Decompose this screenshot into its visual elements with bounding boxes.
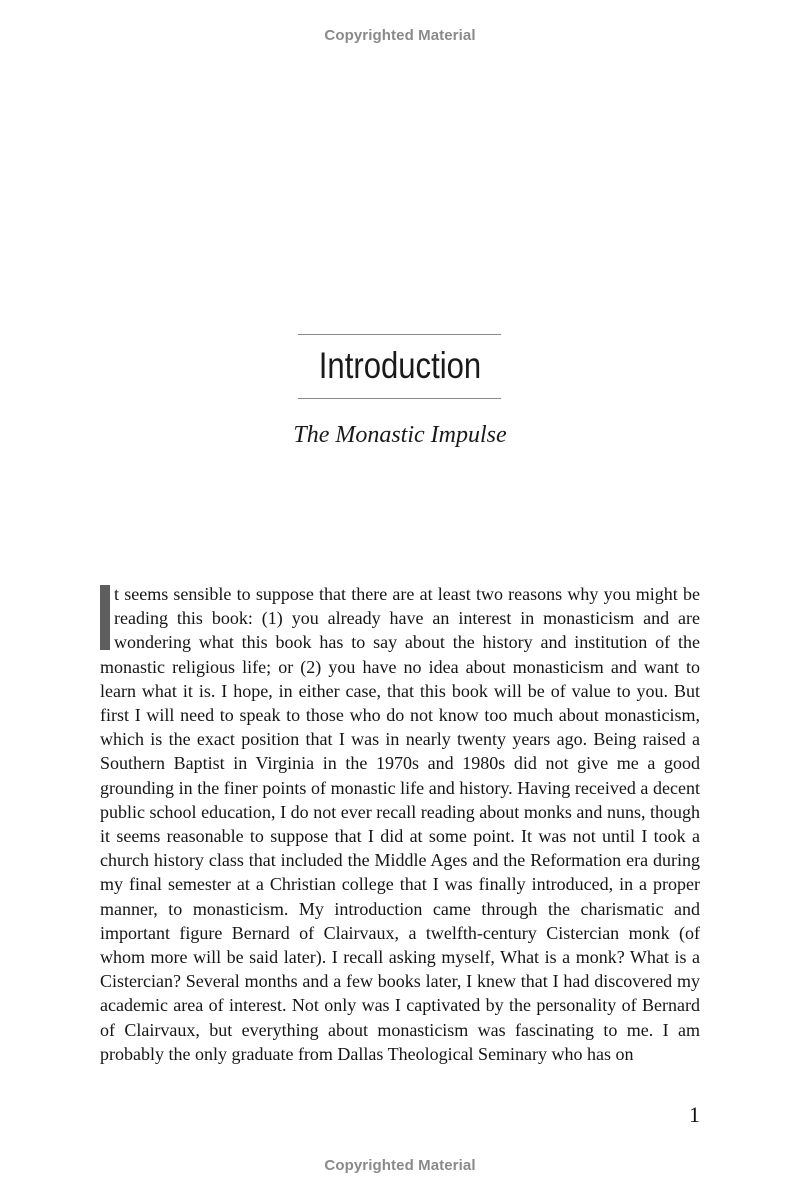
chapter-subtitle: The Monastic Impulse xyxy=(293,422,507,448)
drop-cap xyxy=(100,585,110,650)
title-rule-top xyxy=(298,334,501,335)
chapter-title: Introduction xyxy=(318,345,482,386)
body-paragraph xyxy=(100,582,700,1066)
copyright-watermark-bottom: Copyrighted Material xyxy=(324,1157,476,1174)
body-paragraph-text: t seems sensible to suppose that there are at least two reasons why you might be reading this book: (1) you already have an interest in monasticism and are wondering what this book has to say about the history and institution of the monastic religious life; or (2) you have no idea about monasticism and want to learn what it is. I hope, in either case, that this book will be of value to you. But first I will need to speak to those who do not know too much about monasticism, which is the exact position that I was in nearly twenty years ago. Being raised a Southern Baptist in Virginia in the 1970s and 1980s did not give me a good grounding in the finer points of monastic life and history. Having received a decent public school education, I do not ever recall reading about monks and nuns, though it seems reasonable to suppose that I did at some point. It was not until I took a church history class that included the Middle Ages and the Reformation era during my final semester at a Christian college that I was finally introduced, in a proper manner, to monasticism. My introduction came through the charismatic and important figure Bernard of Clairvaux, a twelfth-century Cistercian monk (of whom more will be said later). I recall asking myself, What is a monk? What is a Cistercian? Several months and a few books later, I knew that I had discovered my academic area of interest. Not only was I captivated by the personality of Bernard of Clairvaux, but everything about monasticism was fascinating to me. I am probably the only graduate from Dallas Theological Seminary who has on xyxy=(100,584,700,1064)
title-rule-bottom xyxy=(298,398,501,399)
copyright-watermark-top: Copyrighted Material xyxy=(324,27,476,44)
page-number: 1 xyxy=(689,1102,700,1127)
